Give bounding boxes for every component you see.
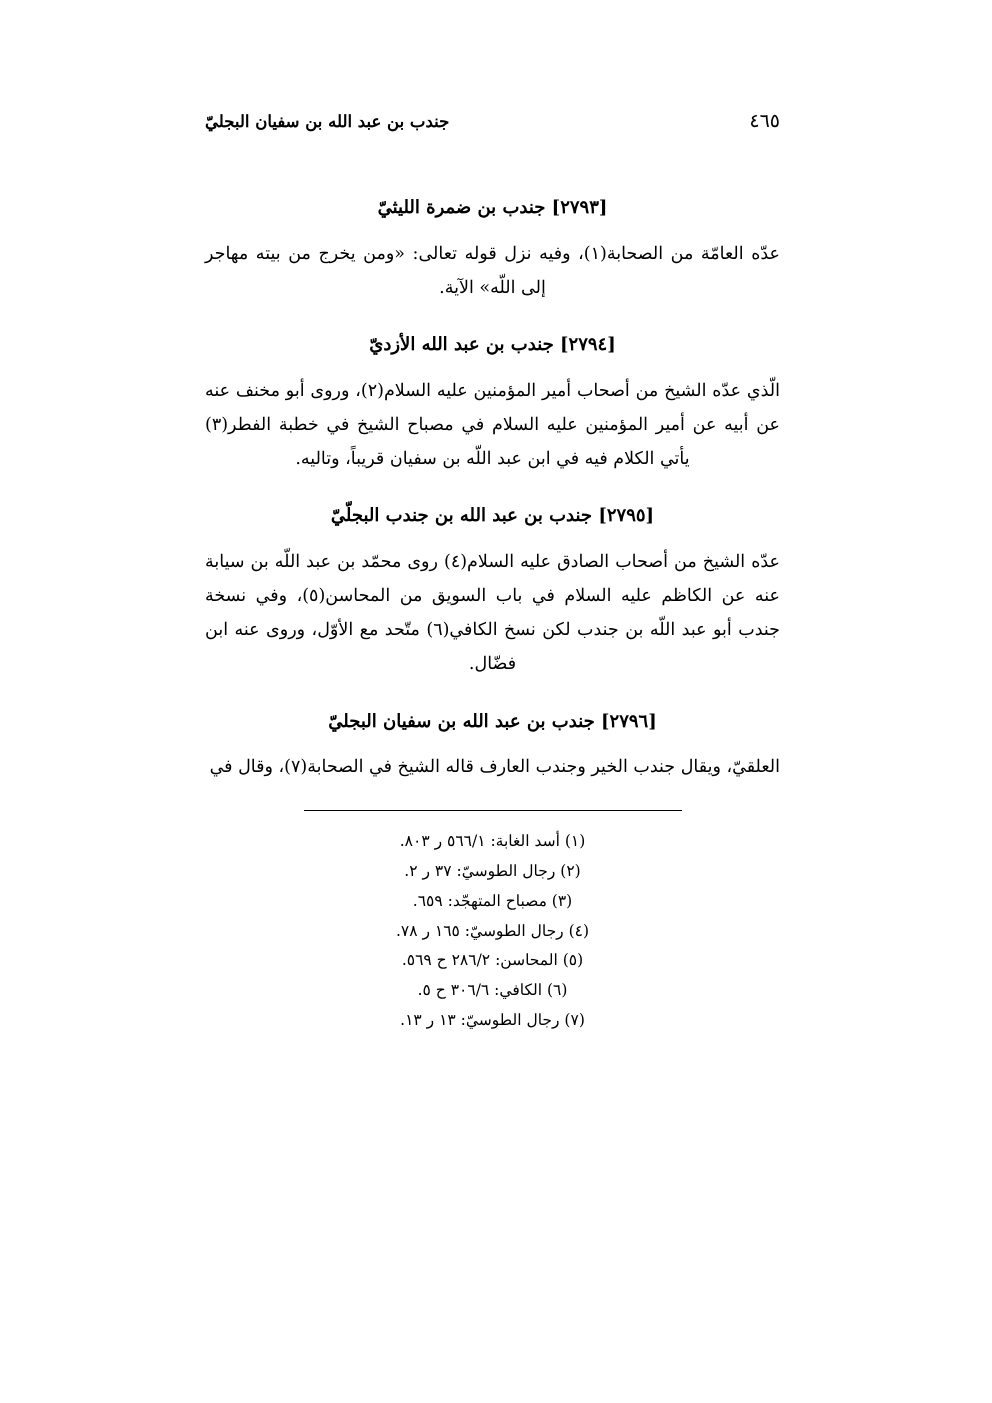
footnote-item: (٧) رجال الطوسيّ: ١٣ ر ١٣. [400, 1010, 585, 1029]
entry-title: [٢٧٩٣] جندب بن ضمرة الليثيّ [377, 197, 608, 218]
footnote-separator [304, 810, 682, 811]
entry-2796 [205, 708, 780, 785]
entry-title: [٢٧٩٦] جندب بن عبد الله بن سفيان البجليّ [328, 710, 657, 732]
footnote-item: (١) أسد الغابة: ٥٦٦/١ ر ٨٠٣. [399, 832, 586, 851]
page-number: ٤٦٥ [749, 110, 780, 132]
entry-body: الّذي عدّه الشيخ من أصحاب أمير المؤمنين عليه السلام(٢)، وروى أبو مخنف عنه عن أبيه عن أمير المؤمنين عليه السلام في مصباح الشيخ في خطبة الفطر(٣) يأتي الكلام فيه في ابن عبد اللّه بن سفيان قريباً، وتاليه. [205, 380, 780, 470]
footnote-area [205, 810, 780, 1035]
footnote-item: (٣) مصباح المتهجّد: ٦٥٩. [412, 891, 573, 910]
entry-body: العلقيّ، ويقال جندب الخير وجندب العارف قاله الشيخ في الصحابة(٧)، وقال في [209, 757, 780, 778]
entry-2794 [205, 331, 780, 476]
entry-body: عدّه العامّة من الصحابة(١)، وفيه نزل قوله تعالى: «ومن يخرج من بيته مهاجر إلى اللّه» الآية. [205, 243, 780, 298]
entry-2793 [205, 194, 780, 305]
running-title: جندب بن عبد الله بن سفيان البجليّ [205, 112, 450, 131]
footnote-item: (٢) رجال الطوسيّ: ٣٧ ر ٢. [404, 862, 581, 881]
page-header [205, 110, 780, 132]
entry-title: [٢٧٩٤] جندب بن عبد الله الأزديّ [369, 334, 616, 356]
footnote-item: (٥) المحاسن: ٢٨٦/٢ ح ٥٦٩. [401, 951, 584, 970]
entry-2795 [205, 502, 780, 681]
footnote-item: (٦) الكافي: ٣٠٦/٦ ح ٥. [417, 981, 568, 1000]
entry-body: عدّه الشيخ من أصحاب الصادق عليه السلام(٤) روى محمّد بن عبد اللّه بن سيابة عنه عن الكاظم عليه السلام في باب السويق من المحاسن(٥)، وفي نسخة جندب أبو عبد اللّه بن جندب لكن نسخ الكافي(٦) متّحد مع الأوّل، وروى عنه ابن فضّال. [205, 552, 780, 675]
footnote-item: (٤) رجال الطوسيّ: ١٦٥ ر ٧٨. [395, 921, 590, 940]
entry-title: [٢٧٩٥] جندب بن عبد الله بن جندب البجلّيّ [330, 505, 655, 527]
